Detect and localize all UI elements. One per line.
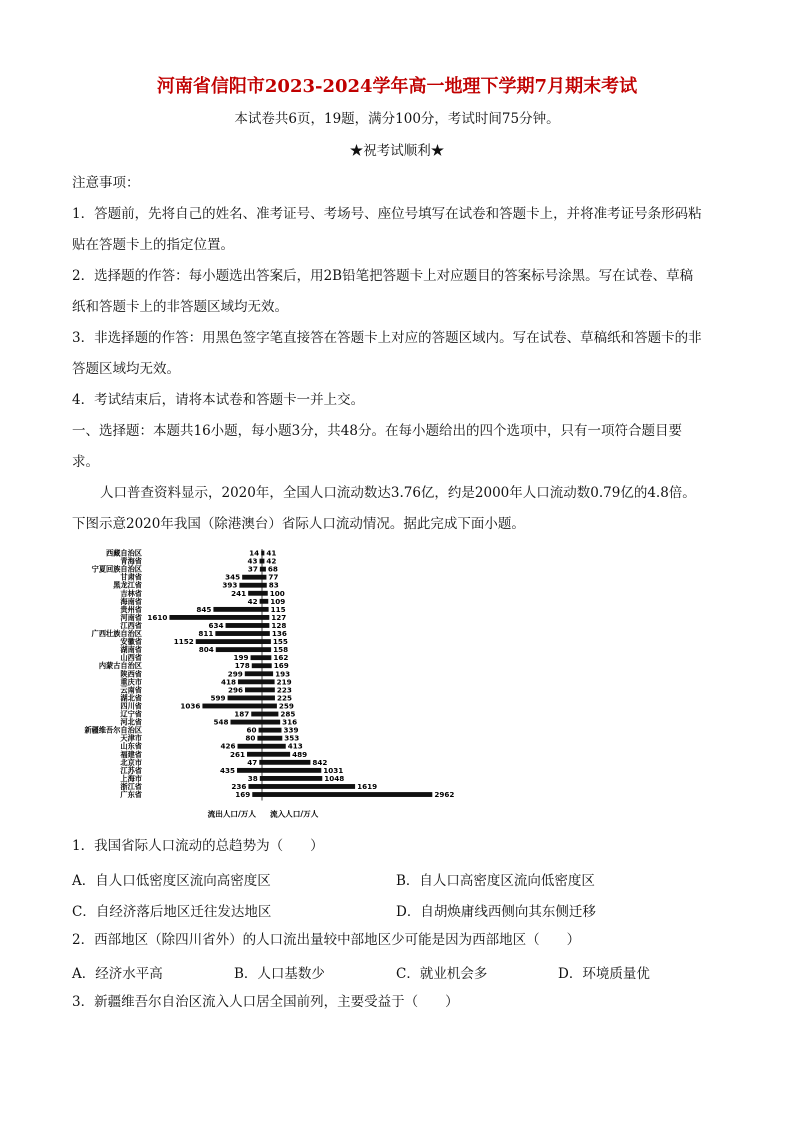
section-heading: 求。 xyxy=(72,454,99,470)
province-label: 内蒙古自治区 xyxy=(98,661,142,671)
inflow-value-label: 158 xyxy=(273,645,289,655)
inflow-bar xyxy=(262,760,310,765)
inflow-value-label: 193 xyxy=(275,669,291,679)
question-2-option-b: B．人口基数少 xyxy=(234,966,325,982)
inflow-bar xyxy=(262,768,321,773)
province-label: 吉林省 xyxy=(120,588,142,598)
outflow-value-label: 80 xyxy=(245,733,256,743)
inflow-value-label: 842 xyxy=(312,757,328,767)
outflow-value-label: 811 xyxy=(198,629,214,639)
outflow-value-label: 548 xyxy=(213,717,229,727)
province-label: 青海省 xyxy=(120,556,142,566)
inflow-bar xyxy=(262,575,266,580)
question-1-option-c: C．自经济落后地区迁往发达地区 xyxy=(72,904,272,920)
inflow-bar xyxy=(262,776,322,781)
outflow-bar xyxy=(228,696,262,701)
inflow-value-label: 1619 xyxy=(357,781,378,791)
inflow-value-label: 285 xyxy=(280,709,296,719)
inflow-bar xyxy=(262,671,273,676)
inflow-bar xyxy=(262,728,281,733)
outflow-value-label: 261 xyxy=(229,749,245,759)
inflow-bar xyxy=(262,720,280,725)
outflow-bar xyxy=(248,591,262,596)
inflow-bar xyxy=(262,784,355,789)
outflow-value-label: 393 xyxy=(222,580,238,590)
inflow-value-label: 353 xyxy=(284,733,300,743)
province-label: 西藏自治区 xyxy=(106,548,142,558)
province-label: 天津市 xyxy=(120,733,142,743)
outflow-bar xyxy=(213,607,262,612)
question-1-stem: 1．我国省际人口流动的总趋势为（ ） xyxy=(72,838,324,854)
inflow-bar xyxy=(262,639,271,644)
question-2-option-a: A．经济水平高 xyxy=(72,966,163,982)
outflow-value-label: 1610 xyxy=(147,612,168,622)
question-2-option-d: D．环境质量优 xyxy=(558,966,650,982)
passage-line: 人口普查资料显示，2020年，全国人口流动数达3.76亿，约是2000年人口流动数0.79亿的4.8倍。 xyxy=(100,485,696,501)
inflow-bar xyxy=(262,712,278,717)
inflow-bar xyxy=(262,736,282,741)
passage-line: 下图示意2020年我国（除港澳台）省际人口流动情况。据此完成下面小题。 xyxy=(72,516,525,532)
inflow-value-label: 1031 xyxy=(323,765,344,775)
province-label: 湖南省 xyxy=(120,645,142,655)
outflow-bar xyxy=(252,792,262,797)
inflow-bar xyxy=(262,752,290,757)
outflow-value-label: 345 xyxy=(225,572,241,582)
question-3-stem: 3．新疆维吾尔自治区流入人口居全国前列，主要受益于（ ） xyxy=(72,994,459,1010)
outflow-value-label: 187 xyxy=(234,709,250,719)
note-line: 贴在答题卡上的指定位置。 xyxy=(72,237,234,253)
note-line: 纸和答题卡上的非答题区域均无效。 xyxy=(72,299,288,315)
outflow-value-label: 845 xyxy=(196,604,212,614)
province-label: 湖北省 xyxy=(120,693,142,703)
outflow-value-label: 634 xyxy=(208,620,224,630)
outflow-bar xyxy=(202,704,262,709)
outflow-bar xyxy=(251,712,262,717)
province-label: 辽宁省 xyxy=(120,709,142,719)
outflow-axis-label: 流出人口/万人 xyxy=(207,809,256,819)
outflow-value-label: 299 xyxy=(227,669,243,679)
province-label: 贵州省 xyxy=(120,604,142,614)
province-label: 山东省 xyxy=(120,741,142,751)
inflow-value-label: 136 xyxy=(271,629,287,639)
inflow-value-label: 219 xyxy=(276,677,292,687)
inflow-value-label: 1048 xyxy=(324,773,345,783)
outflow-bar xyxy=(252,663,262,668)
province-label: 陕西省 xyxy=(120,669,142,679)
inflow-bar xyxy=(262,615,269,620)
note-line: 2．选择题的作答：每小题选出答案后，用2B铅笔把答题卡上对应题目的答案标号涂黑。写在试卷、草稿 xyxy=(72,268,694,284)
inflow-bar xyxy=(262,607,269,612)
outflow-bar xyxy=(196,639,262,644)
province-label: 上海市 xyxy=(120,773,142,783)
inflow-value-label: 77 xyxy=(268,572,279,582)
province-label: 河南省 xyxy=(120,612,142,622)
outflow-value-label: 199 xyxy=(233,653,249,663)
outflow-value-label: 178 xyxy=(234,661,250,671)
province-label: 新疆维吾尔自治区 xyxy=(84,725,142,735)
province-label: 江苏省 xyxy=(120,765,142,775)
inflow-value-label: 316 xyxy=(282,717,298,727)
inflow-bar xyxy=(262,792,432,797)
outflow-value-label: 418 xyxy=(220,677,236,687)
inflow-bar xyxy=(262,696,275,701)
outflow-value-label: 426 xyxy=(220,741,236,751)
blessing: ★祝考试顺利★ xyxy=(349,143,445,159)
province-label: 浙江省 xyxy=(120,781,142,791)
note-line: 答题区域均无效。 xyxy=(72,361,180,377)
question-2-option-c: C．就业机会多 xyxy=(396,966,488,982)
inflow-value-label: 128 xyxy=(271,620,287,630)
inflow-value-label: 225 xyxy=(276,693,292,703)
inflow-bar xyxy=(262,599,268,604)
inflow-bar xyxy=(262,631,270,636)
outflow-value-label: 42 xyxy=(247,596,258,606)
province-label: 黑龙江省 xyxy=(113,580,142,590)
inflow-value-label: 68 xyxy=(267,564,278,574)
outflow-bar xyxy=(257,736,262,741)
inflow-axis-label: 流入人口/万人 xyxy=(270,809,319,819)
province-label: 河北省 xyxy=(120,717,142,727)
province-label: 四川省 xyxy=(120,701,142,711)
inflow-bar xyxy=(262,623,269,628)
inflow-value-label: 2962 xyxy=(434,790,455,800)
province-label: 广西壮族自治区 xyxy=(91,629,142,639)
inflow-bar xyxy=(262,679,275,684)
inflow-value-label: 155 xyxy=(272,637,288,647)
outflow-bar xyxy=(247,752,262,757)
outflow-bar xyxy=(237,768,262,773)
inflow-bar xyxy=(262,655,271,660)
inflow-value-label: 127 xyxy=(271,612,287,622)
question-1-option-d: D．自胡焕庸线西侧向其东侧迁移 xyxy=(396,904,596,920)
outflow-value-label: 804 xyxy=(198,645,214,655)
inflow-value-label: 259 xyxy=(278,701,294,711)
inflow-value-label: 42 xyxy=(266,556,277,566)
outflow-bar xyxy=(238,679,262,684)
outflow-bar xyxy=(245,671,262,676)
note-line: 1．答题前，先将自己的姓名、准考证号、考场号、座位号填写在试卷和答题卡上，并将准考证号条形码粘 xyxy=(72,206,702,222)
exam-info: 本试卷共6页，19题，满分100分，考试时间75分钟。 xyxy=(234,111,560,127)
outflow-bar xyxy=(242,575,262,580)
province-label: 重庆市 xyxy=(120,677,142,687)
outflow-value-label: 296 xyxy=(227,685,243,695)
outflow-bar xyxy=(251,655,262,660)
question-2-stem: 2．西部地区（除四川省外）的人口流出量较中部地区少可能是因为西部地区（ ） xyxy=(72,932,581,948)
outflow-value-label: 435 xyxy=(219,765,235,775)
inflow-value-label: 41 xyxy=(266,548,277,558)
outflow-value-label: 60 xyxy=(246,725,257,735)
inflow-bar xyxy=(262,687,275,692)
question-1-option-b: B．自人口高密度区流向低密度区 xyxy=(396,873,595,889)
inflow-value-label: 83 xyxy=(268,580,279,590)
inflow-value-label: 100 xyxy=(269,588,285,598)
outflow-value-label: 1152 xyxy=(173,637,194,647)
section-heading: 一、选择题：本题共16小题，每小题3分，共48分。在每小题给出的四个选项中，只有一项符合题目要 xyxy=(72,423,682,439)
outflow-bar xyxy=(245,687,262,692)
inflow-value-label: 223 xyxy=(276,685,292,695)
province-label: 安徽省 xyxy=(120,637,142,647)
exam-title: 河南省信阳市2023-2024学年高一地理下学期7月期末考试 xyxy=(156,76,638,97)
outflow-bar xyxy=(226,623,262,628)
outflow-bar xyxy=(259,760,262,765)
inflow-value-label: 162 xyxy=(273,653,289,663)
outflow-bar xyxy=(230,720,262,725)
outflow-value-label: 43 xyxy=(247,556,258,566)
note-line: 4．考试结束后，请将本试卷和答题卡一并上交。 xyxy=(72,392,365,408)
province-label: 云南省 xyxy=(120,685,142,695)
province-label: 山西省 xyxy=(120,653,142,663)
inflow-value-label: 413 xyxy=(287,741,303,751)
note-line: 3．非选择题的作答：用黑色签字笔直接答在答题卡上对应的答题区域内。写在试卷、草稿纸和答题卡的非 xyxy=(72,330,702,346)
outflow-value-label: 37 xyxy=(247,564,258,574)
inflow-bar xyxy=(262,704,277,709)
province-label: 福建省 xyxy=(120,749,142,759)
population-flow-chart xyxy=(80,543,455,828)
outflow-value-label: 169 xyxy=(235,790,251,800)
outflow-value-label: 236 xyxy=(231,781,247,791)
outflow-value-label: 14 xyxy=(249,548,260,558)
outflow-value-label: 47 xyxy=(247,757,258,767)
outflow-value-label: 241 xyxy=(231,588,247,598)
inflow-bar xyxy=(262,567,266,572)
outflow-bar xyxy=(259,728,262,733)
province-label: 北京市 xyxy=(120,757,142,767)
outflow-bar xyxy=(215,631,262,636)
inflow-value-label: 109 xyxy=(270,596,286,606)
inflow-bar xyxy=(262,663,272,668)
province-label: 甘肃省 xyxy=(120,572,142,582)
inflow-bar xyxy=(262,744,286,749)
outflow-value-label: 1036 xyxy=(180,701,201,711)
outflow-bar xyxy=(238,744,262,749)
inflow-value-label: 169 xyxy=(273,661,289,671)
province-label: 广东省 xyxy=(120,790,142,800)
notes-heading: 注意事项： xyxy=(72,175,140,191)
outflow-bar xyxy=(248,784,262,789)
province-label: 宁夏回族自治区 xyxy=(91,564,142,574)
outflow-bar xyxy=(169,615,262,620)
inflow-value-label: 339 xyxy=(283,725,299,735)
province-label: 海南省 xyxy=(120,596,142,606)
inflow-value-label: 115 xyxy=(270,604,286,614)
inflow-value-label: 489 xyxy=(292,749,308,759)
province-label: 江西省 xyxy=(120,620,142,630)
outflow-bar xyxy=(239,583,262,588)
inflow-bar xyxy=(262,647,271,652)
outflow-value-label: 599 xyxy=(210,693,226,703)
question-1-option-a: A．自人口低密度区流向高密度区 xyxy=(72,873,271,889)
outflow-bar xyxy=(216,647,262,652)
inflow-bar xyxy=(262,591,268,596)
inflow-bar xyxy=(262,583,267,588)
outflow-value-label: 38 xyxy=(247,773,258,783)
